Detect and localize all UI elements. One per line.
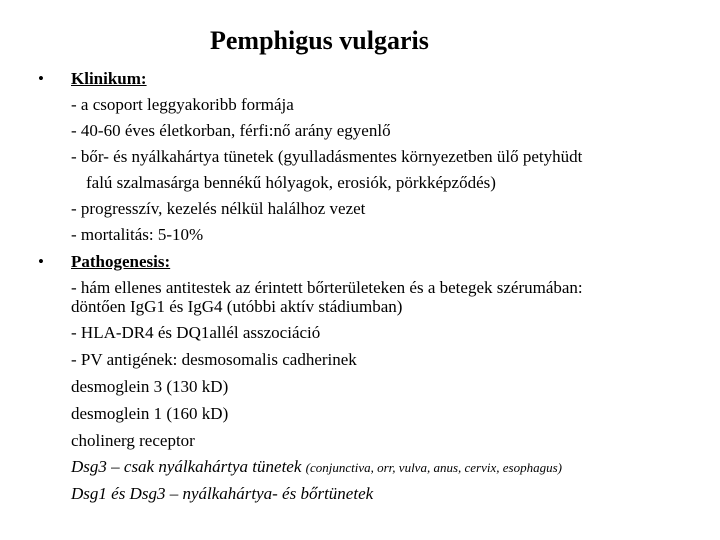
pathogenesis-line: cholinerg receptor — [71, 431, 195, 450]
pathogenesis-line: desmoglein 1 (160 kD) — [71, 404, 229, 423]
pathogenesis-line: - HLA-DR4 és DQ1allél asszociáció — [71, 323, 321, 342]
klinikum-line: - a csoport leggyakoribb formája — [71, 95, 294, 114]
klinikum-line: - mortalitás: 5-10% — [71, 225, 204, 244]
section-heading-pathogenesis: Pathogenesis: — [71, 252, 171, 271]
pathogenesis-line: döntően IgG1 és IgG4 (utóbbi aktív stádiumban) — [71, 297, 403, 316]
klinikum-line: falú szalmasárga bennékű hólyagok, erosiók, pörkképződés) — [86, 173, 496, 192]
klinikum-line: - 40-60 éves életkorban, férfi:nő arány egyenlő — [71, 121, 391, 140]
bullet-icon: • — [38, 69, 44, 88]
klinikum-line: - progresszív, kezelés nélkül halálhoz vezet — [71, 199, 366, 218]
dsg3-line — [71, 457, 562, 478]
pathogenesis-line: desmoglein 3 (130 kD) — [71, 377, 229, 396]
dsg3-sites-text: (conjunctiva, orr, vulva, anus, cervix, esophagus) — [305, 460, 562, 475]
section-heading-klinikum: Klinikum: — [71, 69, 147, 88]
slide-title: Pemphigus vulgaris — [210, 26, 429, 55]
pathogenesis-line: - PV antigének: desmosomalis cadherinek — [71, 350, 357, 369]
bullet-icon: • — [38, 252, 44, 271]
klinikum-line: - bőr- és nyálkahártya tünetek (gyulladásmentes környezetben ülő petyhüdt — [71, 147, 583, 166]
pathogenesis-line: - hám ellenes antitestek az érintett bőrterületeken és a betegek szérumában: — [71, 278, 583, 297]
dsg1-line: Dsg1 és Dsg3 – nyálkahártya- és bőrtünetek — [71, 484, 374, 503]
dsg3-main-text: Dsg3 – csak nyálkahártya tünetek — [71, 457, 302, 476]
